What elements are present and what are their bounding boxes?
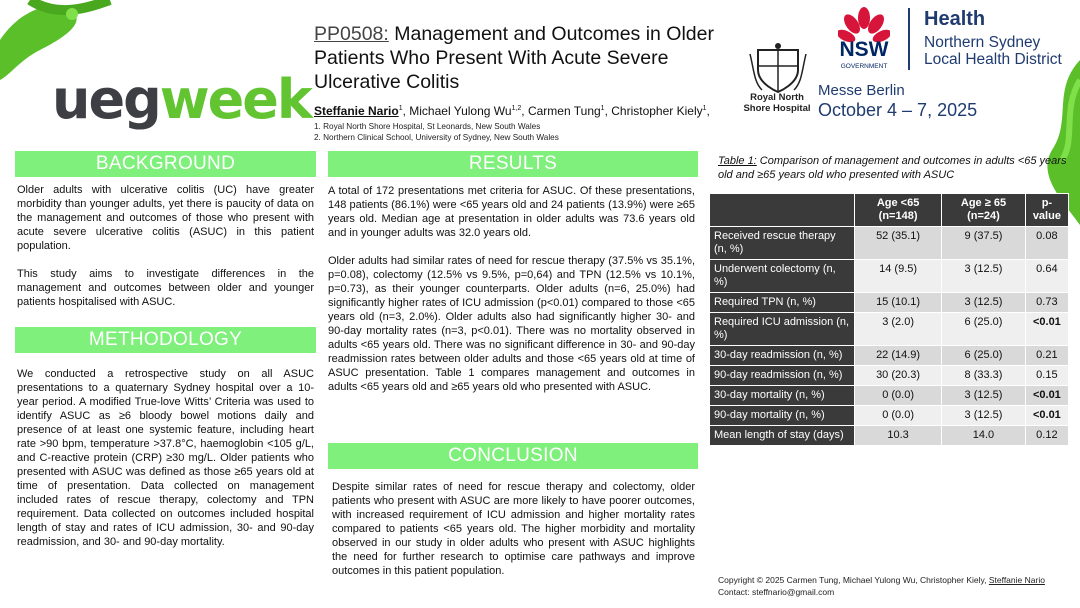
poster-title-text: Management and Outcomes in Older Patients Who Present With Acute Severe Ulcerative Colitis: [314, 23, 714, 93]
table-cell-p-value: 0.21: [1025, 346, 1068, 366]
table-row-label: 30-day mortality (n, %): [710, 386, 855, 406]
copyright-notice: [718, 574, 1045, 598]
table-cell-p-value: 0.64: [1025, 260, 1068, 293]
methodology-body: We conducted a retrospective study on all ASUC presentations to a quaternary Sydney hospital over a 10-year period. A modified True-love Witts’ Criteria was used to identify ASUC as ≥6 bloody bowel motions daily and presence of at least one systemic feature, including heart rate >90 bpm, temperature >37.8°C, haemoglobin <105 g/L, and C-reactive protein (CRP) ≥30 mg/L. Older patients who presented with ASUC was defined as those ≥65 years old at time of presentation. Data collected on management included rates of rescue therapy, colectomy and TPN requirement. Data collected on outcomes included hospital length of stay and rates of ICU admission, 30- and 90-day readmission, and 30- and 90-day mortality.: [17, 368, 314, 548]
table-header-cell: Age ≥ 65 (n=24): [942, 194, 1026, 227]
week-logo-text: week: [159, 68, 311, 131]
table-caption-text: Comparison of management and outcomes in adults <65 years old and ≥65 years old who presented with ASUC: [718, 155, 1067, 181]
results-paragraph: A total of 172 presentations met criteria for ASUC. Of these presentations, 148 patients (86.1%) were <65 years old and 24 patients (13.9%) were ≥65 years old. Median age at presentation in older adults was 73.6 years old and in younger adults was 32.0 years old.: [328, 185, 695, 239]
table-row-label: 90-day readmission (n, %): [710, 366, 855, 386]
nsw-divider: [908, 8, 910, 70]
table-cell-age-65-plus: 3 (12.5): [942, 406, 1026, 426]
background-paragraph: This study aims to investigate differences in the management and outcomes between older and younger patients hospitalised with ASUC.: [17, 268, 314, 308]
table-row-label: 30-day readmission (n, %): [710, 346, 855, 366]
conclusion-body: Despite similar rates of need for rescue therapy and colectomy, older patients who present with ASUC are more likely to have poorer outcomes, with increased requirement of ICU admission and higher mortality rates compared to patients <65 years old. The higher morbidity and mortality observed in our study in older adults who present with ASUC highlights the need for further research to optimise care pathways and improve outcomes in this patient population.: [332, 481, 695, 577]
background-body: [17, 183, 314, 323]
table-cell-age-65-plus: 8 (33.3): [942, 366, 1026, 386]
table-cell-age-under-65: 30 (20.3): [855, 366, 942, 386]
methodology-heading: METHODOLOGY: [15, 327, 316, 353]
table-cell-age-65-plus: 3 (12.5): [942, 386, 1026, 406]
table-row: [710, 346, 1069, 366]
table-row: [710, 386, 1069, 406]
table-cell-age-under-65: 3 (2.0): [855, 313, 942, 346]
copyright-line: [718, 574, 1045, 586]
table-row-label: Required ICU admission (n, %): [710, 313, 855, 346]
table-cell-age-65-plus: 6 (25.0): [942, 313, 1026, 346]
table-cell-age-65-plus: 14.0: [942, 426, 1026, 446]
conclusion-heading: CONCLUSION: [328, 443, 698, 469]
table-header-cell: p-value: [1025, 194, 1068, 227]
table-row: [710, 227, 1069, 260]
table-row-label: Required TPN (n, %): [710, 293, 855, 313]
copyright-author: Steffanie Nario: [988, 575, 1045, 585]
table-cell-age-65-plus: 3 (12.5): [942, 260, 1026, 293]
nsw-government-label: GOVERNMENT: [840, 63, 888, 70]
affiliation-2: 2. Northern Clinical School, University of Sydney, New South Wales: [314, 133, 559, 142]
ueg-logo-text: ueg: [52, 68, 160, 131]
affiliation-1: 1. Royal North Shore Hospital, St Leonards, New South Wales: [314, 122, 541, 131]
table-cell-age-under-65: 15 (10.1): [855, 293, 942, 313]
author-list: [314, 104, 710, 118]
table-row: [710, 426, 1069, 446]
event-dates: October 4 – 7, 2025: [818, 100, 978, 120]
table-cell-p-value: <0.01: [1025, 313, 1068, 346]
table-cell-age-under-65: 0 (0.0): [855, 406, 942, 426]
table-row-label: Received rescue therapy (n, %): [710, 227, 855, 260]
table-cell-age-under-65: 22 (14.9): [855, 346, 942, 366]
district-name: Northern Sydney Local Health District: [924, 34, 1062, 68]
table-row: [710, 293, 1069, 313]
health-heading: Health: [924, 8, 986, 30]
table-cell-age-under-65: 10.3: [855, 426, 942, 446]
table-cell-age-under-65: 14 (9.5): [855, 260, 942, 293]
author-sup: 1: [600, 105, 605, 112]
nsw-wordmark: NSW: [839, 38, 889, 61]
results-heading: RESULTS: [328, 151, 698, 177]
author-name: ,: [706, 104, 710, 118]
background-paragraph: Older adults with ulcerative colitis (UC) have greater morbidity than younger adults, yet there is paucity of data on the management and outcomes of those who present with acute severe ulcerative colitis (ASUC) in this patient population.: [17, 184, 314, 252]
table-cell-age-under-65: 52 (35.1): [855, 227, 942, 260]
results-body: [328, 184, 695, 408]
table-row-label: Underwent colectomy (n, %): [710, 260, 855, 293]
table-cell-p-value: 0.08: [1025, 227, 1068, 260]
lead-author: Steffanie Nario: [314, 104, 399, 118]
table-row: [710, 366, 1069, 386]
table-header-cell: [710, 194, 855, 227]
contact-line: Contact: steffnario@gmail.com: [718, 587, 835, 597]
table-row: [710, 313, 1069, 346]
event-venue: Messe Berlin: [818, 82, 905, 99]
author-name: , Michael Yulong Wu: [402, 104, 512, 118]
table-cell-p-value: <0.01: [1025, 406, 1068, 426]
copyright-text: Copyright © 2025 Carmen Tung, Michael Yulong Wu, Christopher Kiely,: [718, 575, 989, 585]
table-cell-p-value: 0.12: [1025, 426, 1068, 446]
table-cell-age-65-plus: 9 (37.5): [942, 227, 1026, 260]
table-cell-p-value: <0.01: [1025, 386, 1068, 406]
author-name: , Christopher Kiely: [604, 104, 703, 118]
lead-author-sup: 1: [398, 105, 403, 112]
table-header-cell: Age <65 (n=148): [855, 194, 942, 227]
table-caption-label: Table 1:: [718, 155, 757, 167]
author-name: , Carmen Tung: [521, 104, 601, 118]
author-sup: 1: [702, 105, 707, 112]
royal-north-shore-caption: Royal North Shore Hospital: [743, 92, 811, 114]
table-row-label: Mean length of stay (days): [710, 426, 855, 446]
table-cell-p-value: 0.73: [1025, 293, 1068, 313]
table-cell-p-value: 0.15: [1025, 366, 1068, 386]
results-table: [709, 193, 1069, 446]
table-cell-age-under-65: 0 (0.0): [855, 386, 942, 406]
table-cell-age-65-plus: 6 (25.0): [942, 346, 1026, 366]
table-row: [710, 406, 1069, 426]
table-caption: [718, 154, 1068, 182]
table-row: [710, 260, 1069, 293]
table-header-row: [710, 194, 1069, 227]
author-sup: 1,2: [511, 105, 522, 112]
ueg-week-logo: [52, 70, 311, 130]
table-cell-age-65-plus: 3 (12.5): [942, 293, 1026, 313]
results-paragraph: Older adults had similar rates of need for rescue therapy (37.5% vs 35.1%, p=0.08), colectomy (12.5% vs 9.5%, p=0,64) and TPN (12.5% vs 10.1%, p=0.73), as their younger counterparts. Older adults (n=6, 25.0%) had significantly higher rates of ICU admission (p<0.01) compared to those <65 years old (n=3, 2.0%). Older adults also had significantly higher 30- and 90-day mortality rates (n=3, p<0.01). There was no mortality observed in adults <65 years old. There was no significant difference in 30- and 90-day readmission rates between older adults and those <65 years old at time of ASUC presentation. Table 1 compares management and outcomes in adults <65 years old and ≥65 years old who presented with ASUC.: [328, 255, 695, 393]
poster-code: PP0508:: [314, 23, 389, 45]
table-row-label: 90-day mortality (n, %): [710, 406, 855, 426]
poster-title: [314, 22, 714, 94]
background-heading: BACKGROUND: [15, 151, 316, 177]
royal-north-shore-crest-icon: [748, 42, 808, 94]
